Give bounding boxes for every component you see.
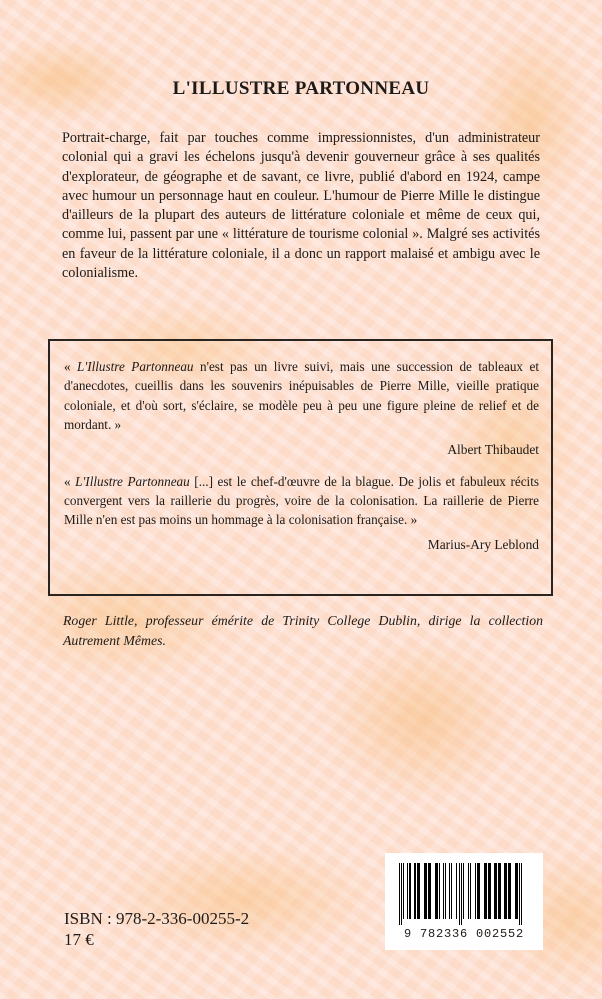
barcode-bar [521,863,522,925]
barcode-bar [488,863,491,919]
barcode-bar [451,863,452,919]
barcode-bars [395,863,533,925]
barcode-bar [439,863,440,919]
quote-open-mark: « [64,473,76,489]
barcode-bar [409,863,411,919]
review-quotes-box [48,339,553,596]
barcode-bar [449,863,450,919]
quote-author: Albert Thibaudet [447,441,539,457]
barcode-bar [403,863,404,919]
barcode-bar [515,863,518,919]
quote-open-mark: « [64,359,78,374]
barcode-bar [414,863,416,919]
barcode-bar [519,863,520,925]
quoted-book-title: L'Illustre Partonneau [75,473,190,489]
quote-text: [...] est le chef-d'œuvre de la blague. De jolis et fabuleux récits convergent vers la raillerie du progrès, voire de la colonisation. La raillerie de Pierre Mille n'en est pas moins un hommage à la colonisation française. » [64,473,540,528]
barcode-bar [468,863,469,919]
barcode-bar [475,863,476,919]
barcode-bar [508,863,511,919]
barcode-bar [435,863,438,919]
barcode-bar [424,863,427,919]
barcode-bar [399,863,400,925]
barcode [385,853,543,950]
barcode-bar [407,863,408,919]
barcode-bar [494,863,497,919]
barcode-bar [443,863,444,919]
barcode-bar [470,863,471,919]
price: 17 € [64,930,94,949]
barcode-bar [463,863,464,919]
barcode-digits: 9 782336 002552 [403,927,525,941]
barcode-bar [428,863,431,919]
quoted-book-title: L'Illustre Partonneau [77,359,194,374]
barcode-bar [401,863,402,925]
isbn: ISBN : 978-2-336-00255-2 [64,909,250,928]
barcode-bar [417,863,420,919]
summary-paragraph: Portrait-charge, fait par touches comme impressionnistes, d'un administrateur colonial qui a gravi les échelons jusqu'à devenir gouverneur grâce à ses qualités d'explorateur, de géographe et de savant, ce livre, publié d'abord en 1924, campe avec humour un personnage haut en couleur. L'humour de Pierre Mille le distingue d'ailleurs de la plupart des auteurs de littérature coloniale et même de ceux qui, comme lui, passent par une « littérature de tourisme colonial ». Malgré ses activités en faveur de la littérature coloniale, il a donc un rapport malaisé et ambigu avec le colonialisme. [62,130,540,282]
barcode-bar [461,863,462,925]
editor-bio: Roger Little, professeur émérite de Trinity College Dublin, dirige la collection Autrement Mêmes. [63,613,543,648]
review-quote [64,357,539,435]
barcode-bar [459,863,460,925]
barcode-bar [484,863,487,919]
barcode-bar [504,863,507,919]
barcode-bar [456,863,457,919]
review-quote [64,472,539,530]
barcode-bar [498,863,501,919]
barcode-bar [445,863,446,919]
barcode-bar [477,863,480,919]
quote-author: Marius-Ary Leblond [427,536,539,552]
book-title: L'ILLUSTRE PARTONNEAU [172,78,430,99]
quote-text: n'est pas un livre suivi, mais une succession de tableaux et d'anecdotes, cueillis dans les souvenirs inépuisables de Pierre Mille, vieille pratique coloniale, et d'où sort, s'éclaire, se modèle peu à peu une figure pleine de relief et de mordant. » [64,359,539,433]
